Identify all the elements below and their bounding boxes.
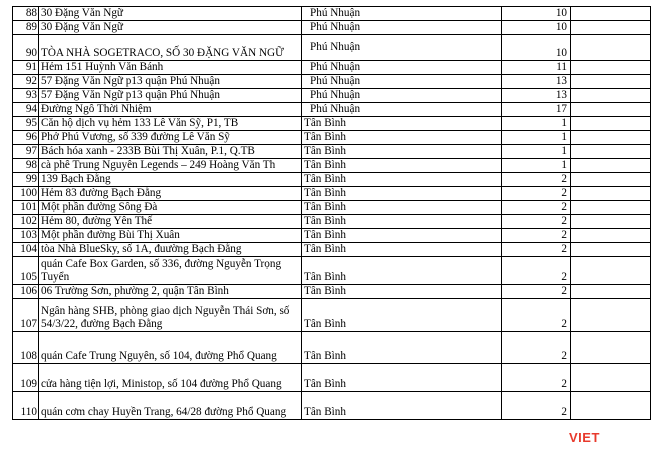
row-number: 89: [13, 21, 39, 35]
empty-cell: [571, 332, 651, 364]
empty-cell: [571, 159, 651, 173]
row-number: 100: [13, 187, 39, 201]
case-count: 2: [502, 332, 571, 364]
district: Tân Bình: [302, 229, 502, 243]
location-name: cửa hàng tiện lợi, Ministop, số 104 đường Phổ Quang: [39, 364, 302, 392]
case-count: 2: [502, 392, 571, 420]
district: Tân Bình: [302, 173, 502, 187]
district: Phú Nhuận: [302, 21, 502, 35]
case-count: 1: [502, 131, 571, 145]
case-count: 13: [502, 75, 571, 89]
row-number: 104: [13, 243, 39, 257]
empty-cell: [571, 364, 651, 392]
district: Tân Bình: [302, 332, 502, 364]
empty-cell: [571, 201, 651, 215]
district: Tân Bình: [302, 159, 502, 173]
watermark-text: VIET: [569, 430, 600, 445]
empty-cell: [571, 61, 651, 75]
case-count: 10: [502, 7, 571, 21]
table-row: [13, 61, 651, 75]
row-number: 105: [13, 257, 39, 285]
district: Tân Bình: [302, 364, 502, 392]
location-name: Hẻm 151 Huỳnh Văn Bánh: [39, 61, 302, 75]
district: Phú Nhuận: [302, 61, 502, 75]
row-number: 108: [13, 332, 39, 364]
location-name: quán cơm chay Huyền Trang, 64/28 đường Phổ Quang: [39, 392, 302, 420]
location-name: 30 Đặng Văn Ngữ: [39, 7, 302, 21]
location-name: Đường Ngô Thời Nhiệm: [39, 103, 302, 117]
row-number: 106: [13, 285, 39, 299]
empty-cell: [571, 173, 651, 187]
row-number: 94: [13, 103, 39, 117]
case-count: 2: [502, 257, 571, 285]
location-name: Bách hóa xanh - 233B Bùi Thị Xuân, P.1, Q.TB: [39, 145, 302, 159]
district: Tân Bình: [302, 243, 502, 257]
table-row: [13, 215, 651, 229]
location-name: 57 Đặng Văn Ngữ p13 quận Phú Nhuận: [39, 89, 302, 103]
case-count: 1: [502, 145, 571, 159]
row-number: 95: [13, 117, 39, 131]
table-row: [13, 332, 651, 364]
row-number: 91: [13, 61, 39, 75]
empty-cell: [571, 243, 651, 257]
empty-cell: [571, 7, 651, 21]
table-row: [13, 117, 651, 131]
table-row: [13, 229, 651, 243]
table-row: [13, 35, 651, 61]
table-row: [13, 299, 651, 332]
row-number: 93: [13, 89, 39, 103]
location-name: Hẻm 80, đường Yên Thế: [39, 215, 302, 229]
location-name: quán Cafe Box Garden, số 336, đường Nguyễn Trọng Tuyển: [39, 257, 302, 285]
case-count: 2: [502, 187, 571, 201]
district: Phú Nhuận: [302, 103, 502, 117]
location-name: 30 Đặng Văn Ngữ: [39, 21, 302, 35]
viet-watermark-logo: [569, 430, 609, 448]
row-number: 98: [13, 159, 39, 173]
row-number: 99: [13, 173, 39, 187]
district: Tân Bình: [302, 257, 502, 285]
empty-cell: [571, 145, 651, 159]
location-name: quán Cafe Trung Nguyên, số 104, đường Phổ Quang: [39, 332, 302, 364]
table-row: [13, 201, 651, 215]
empty-cell: [571, 299, 651, 332]
district: Tân Bình: [302, 117, 502, 131]
case-count: 11: [502, 61, 571, 75]
district: Phú Nhuận: [302, 7, 502, 21]
case-count: 2: [502, 201, 571, 215]
location-name: TÒA NHÀ SOGETRACO, SỐ 30 ĐẶNG VĂN NGỮ: [39, 35, 302, 61]
empty-cell: [571, 215, 651, 229]
row-number: 103: [13, 229, 39, 243]
location-name: cà phê Trung Nguyên Legends – 249 Hoàng Văn Th: [39, 159, 302, 173]
case-count: 1: [502, 117, 571, 131]
location-name: tòa Nhà BlueSky, số 1A, đuường Bạch Đằng: [39, 243, 302, 257]
case-count: 2: [502, 364, 571, 392]
row-number: 102: [13, 215, 39, 229]
table-row: [13, 257, 651, 285]
empty-cell: [571, 187, 651, 201]
table-row: [13, 364, 651, 392]
case-count: 10: [502, 21, 571, 35]
district: Phú Nhuận: [302, 89, 502, 103]
district: Phú Nhuận: [302, 35, 502, 61]
location-name: Căn hộ dịch vụ hẻm 133 Lê Văn Sỹ, P1, TB: [39, 117, 302, 131]
location-name: Phở Phú Vương, số 339 đường Lê Văn Sỹ: [39, 131, 302, 145]
row-number: 101: [13, 201, 39, 215]
case-count: 2: [502, 229, 571, 243]
row-number: 92: [13, 75, 39, 89]
district: Tân Bình: [302, 201, 502, 215]
table-body: [13, 7, 651, 420]
location-name: Hẻm 83 đường Bạch Đằng: [39, 187, 302, 201]
case-count: 13: [502, 89, 571, 103]
row-number: 109: [13, 364, 39, 392]
case-count: 17: [502, 103, 571, 117]
row-number: 88: [13, 7, 39, 21]
table-row: [13, 131, 651, 145]
table-row: [13, 173, 651, 187]
location-name: Ngân hàng SHB, phòng giao dịch Nguyễn Thái Sơn, số 54/3/22, đường Bạch Đằng: [39, 299, 302, 332]
row-number: 96: [13, 131, 39, 145]
location-name: Một phần đường Bùi Thị Xuân: [39, 229, 302, 243]
empty-cell: [571, 229, 651, 243]
empty-cell: [571, 392, 651, 420]
table-row: [13, 392, 651, 420]
table-row: [13, 187, 651, 201]
district: Tân Bình: [302, 299, 502, 332]
table-row: [13, 103, 651, 117]
location-name: 57 Đặng Văn Ngữ p13 quận Phú Nhuận: [39, 75, 302, 89]
row-number: 90: [13, 35, 39, 61]
location-name: Một phần đường Sông Đà: [39, 201, 302, 215]
empty-cell: [571, 21, 651, 35]
table-row: [13, 89, 651, 103]
district: Tân Bình: [302, 215, 502, 229]
table-row: [13, 21, 651, 35]
district: Phú Nhuận: [302, 75, 502, 89]
row-number: 97: [13, 145, 39, 159]
case-count: 2: [502, 243, 571, 257]
row-number: 110: [13, 392, 39, 420]
district: Tân Bình: [302, 187, 502, 201]
table-row: [13, 7, 651, 21]
district: Tân Bình: [302, 145, 502, 159]
location-name: 139 Bạch Đằng: [39, 173, 302, 187]
empty-cell: [571, 117, 651, 131]
empty-cell: [571, 75, 651, 89]
table-row: [13, 159, 651, 173]
empty-cell: [571, 131, 651, 145]
district: Tân Bình: [302, 131, 502, 145]
district: Tân Bình: [302, 392, 502, 420]
location-name: 06 Trường Sơn, phường 2, quận Tân Bình: [39, 285, 302, 299]
empty-cell: [571, 103, 651, 117]
case-count: 2: [502, 173, 571, 187]
case-count: 2: [502, 215, 571, 229]
case-count: 2: [502, 285, 571, 299]
district: Tân Bình: [302, 285, 502, 299]
empty-cell: [571, 89, 651, 103]
table-row: [13, 145, 651, 159]
row-number: 107: [13, 299, 39, 332]
table-row: [13, 243, 651, 257]
case-count: 2: [502, 299, 571, 332]
table-row: [13, 75, 651, 89]
empty-cell: [571, 257, 651, 285]
data-table: [12, 6, 651, 420]
empty-cell: [571, 35, 651, 61]
table-row: [13, 285, 651, 299]
case-count: 10: [502, 35, 571, 61]
empty-cell: [571, 285, 651, 299]
case-count: 1: [502, 159, 571, 173]
